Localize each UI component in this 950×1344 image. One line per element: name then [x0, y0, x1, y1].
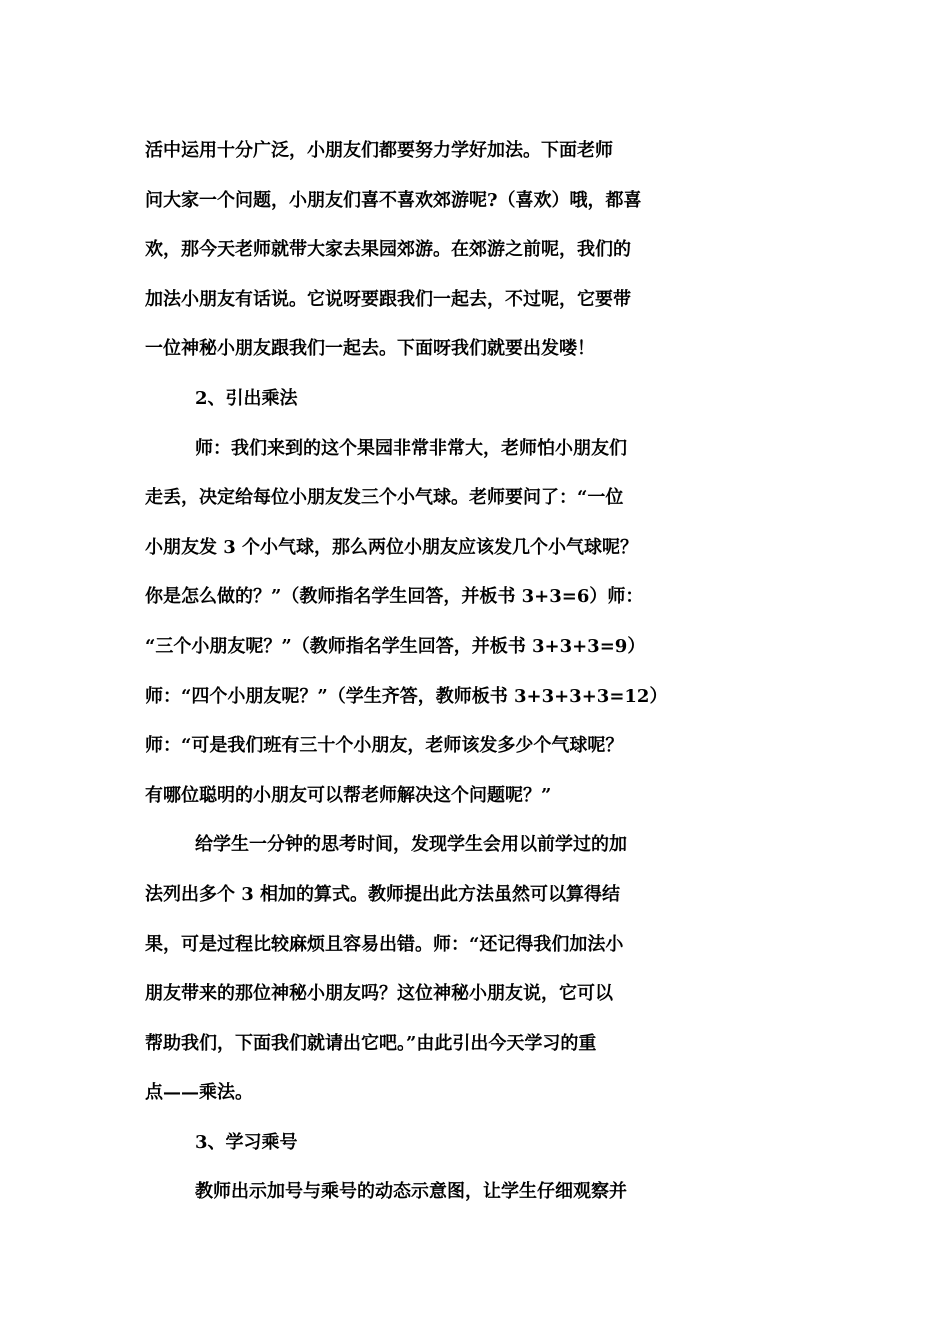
- section-heading: 2、引出乘法: [195, 387, 298, 409]
- text-line: 问大家一个问题，小朋友们喜不喜欢郊游呢?（喜欢）哦，都喜: [145, 189, 642, 211]
- text-line: 果，可是过程比较麻烦且容易出错。师：“还记得我们加法小: [145, 933, 624, 955]
- text-line: “三个小朋友呢？”（教师指名学生回答，并板书 3+3+3=9）: [145, 635, 646, 657]
- text-line: 欢，那今天老师就带大家去果园郊游。在郊游之前呢，我们的: [145, 239, 631, 261]
- text-line: 小朋友发 3 个小气球，那么两位小朋友应该发几个小气球呢？: [145, 536, 639, 558]
- text-line: 有哪位聪明的小朋友可以帮老师解决这个问题呢？”: [145, 784, 552, 806]
- text-line: 你是怎么做的？”（教师指名学生回答，并板书 3+3=6）师：: [145, 586, 644, 608]
- text-line: 教师出示加号与乘号的动态示意图，让学生仔细观察并: [195, 1181, 627, 1203]
- text-line: 朋友带来的那位神秘小朋友吗？这位神秘小朋友说，它可以: [145, 983, 613, 1005]
- text-line: 法列出多个 3 相加的算式。教师提出此方法虽然可以算得结: [145, 883, 621, 905]
- text-line: 活中运用十分广泛，小朋友们都要努力学好加法。下面老师: [145, 140, 613, 161]
- section-heading: 3、学习乘号: [195, 1131, 298, 1153]
- document-body: [145, 126, 835, 1217]
- text-line: 走丢，决定给每位小朋友发三个小气球。老师要问了：“一位: [145, 487, 624, 509]
- text-line: 师：我们来到的这个果园非常非常大，老师怕小朋友们: [195, 437, 627, 459]
- text-line: 点——乘法。: [145, 1082, 253, 1104]
- text-line: 帮助我们，下面我们就请出它吧。”由此引出今天学习的重: [145, 1032, 597, 1054]
- text-line: 加法小朋友有话说。它说呀要跟我们一起去，不过呢，它要带: [145, 288, 631, 310]
- text-line: 师：“可是我们班有三十个小朋友，老师该发多少个气球呢？: [145, 735, 624, 757]
- text-line: 给学生一分钟的思考时间，发现学生会用以前学过的加: [195, 834, 627, 856]
- text-line: 一位神秘小朋友跟我们一起去。下面呀我们就要出发喽！: [145, 338, 595, 360]
- text-line: 师：“四个小朋友呢？”（学生齐答，教师板书 3+3+3+3=12）: [145, 685, 668, 707]
